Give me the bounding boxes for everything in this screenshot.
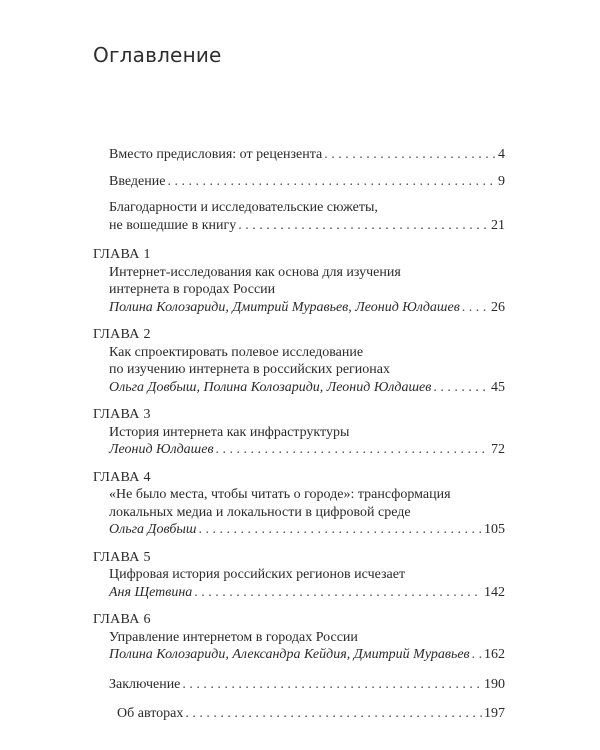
toc-entry-conclusion[interactable] [93, 676, 505, 694]
dot-leader [238, 217, 489, 235]
chapter-authors: Леонид Юлдашев [109, 442, 214, 457]
page-number: 9 [498, 173, 505, 189]
dot-leader [433, 379, 489, 397]
toc-entry-title: Введение [109, 173, 166, 189]
toc-entry-title-cont: не вошедшие в книгу [109, 217, 237, 233]
chapter-title-cont: интернета в городах России [109, 282, 276, 297]
page-number: 190 [484, 676, 505, 692]
chapter-title-cont: локальных медиа и локальности в цифровой среде [109, 504, 411, 520]
page-number: 105 [484, 522, 505, 537]
chapter-title: История интернета как инфраструктуры [109, 424, 350, 440]
chapter-title: Управление интернетом в городах России [109, 629, 358, 645]
chapter-title: Как спроектировать полевое исследование [109, 344, 364, 360]
toc-entry-about[interactable] [93, 705, 505, 723]
chapter-title: «Не было места, чтобы читать о городе»: трансформация [109, 487, 451, 502]
toc-entry-title: Заключение [109, 676, 181, 692]
chapter-authors: Ольга Довбыш [109, 522, 197, 537]
toc-entry-intro[interactable] [93, 173, 505, 191]
page-title: Оглавление [93, 43, 222, 67]
table-of-contents [93, 146, 505, 723]
chapter-authors: Полина Колозариди, Дмитрий Муравьев, Леонид Юлдашев [109, 299, 460, 315]
toc-entry-title: Об авторах [117, 706, 184, 721]
dot-leader [462, 299, 489, 317]
chapter-title: Интернет-исследования как основа для изучения [109, 264, 401, 280]
chapter-label: ГЛАВА 3 [93, 407, 151, 422]
dot-leader [185, 705, 482, 723]
dot-leader [194, 584, 482, 602]
toc-chapter-2[interactable] [93, 326, 505, 396]
page-number: 142 [484, 584, 505, 600]
page-number: 162 [484, 647, 505, 662]
dot-leader [472, 646, 482, 664]
toc-entry-thanks[interactable] [93, 199, 505, 234]
chapter-title: Цифровая история российских регионов исчезает [109, 567, 406, 582]
toc-chapter-5[interactable] [93, 549, 505, 602]
page-number: 26 [491, 299, 505, 315]
chapter-authors: Аня Щетвина [109, 584, 193, 600]
page-number: 4 [498, 147, 505, 162]
chapter-label: ГЛАВА 4 [93, 469, 151, 485]
dot-leader [182, 676, 482, 694]
toc-chapter-1[interactable] [93, 246, 505, 316]
chapter-label: ГЛАВА 5 [93, 549, 151, 565]
page-number: 21 [491, 217, 505, 233]
toc-entry-title: Благодарности и исследовательские сюжеты, [109, 200, 378, 215]
chapter-label: ГЛАВА 1 [93, 247, 151, 262]
toc-entry-foreword[interactable] [93, 146, 505, 164]
chapter-authors: Ольга Довбыш, Полина Колозариди, Леонид Юлдашев [109, 379, 432, 395]
toc-chapter-4[interactable] [93, 469, 505, 539]
page-number: 197 [484, 706, 505, 721]
chapter-label: ГЛАВА 2 [93, 327, 151, 342]
chapter-label: ГЛАВА 6 [93, 612, 151, 627]
toc-chapter-3[interactable] [93, 406, 505, 459]
page-number: 72 [491, 442, 505, 457]
dot-leader [198, 521, 482, 539]
toc-chapter-6[interactable] [93, 611, 505, 664]
dot-leader [167, 173, 496, 191]
chapter-authors: Полина Колозариди, Александра Кейдия, Дмитрий Муравьев [109, 647, 470, 662]
chapter-title-cont: по изучению интернета в российских регионах [109, 362, 390, 377]
page-number: 45 [491, 379, 505, 395]
dot-leader [324, 146, 496, 164]
toc-entry-title: Вместо предисловия: от рецензента [109, 147, 323, 162]
dot-leader [216, 441, 489, 459]
